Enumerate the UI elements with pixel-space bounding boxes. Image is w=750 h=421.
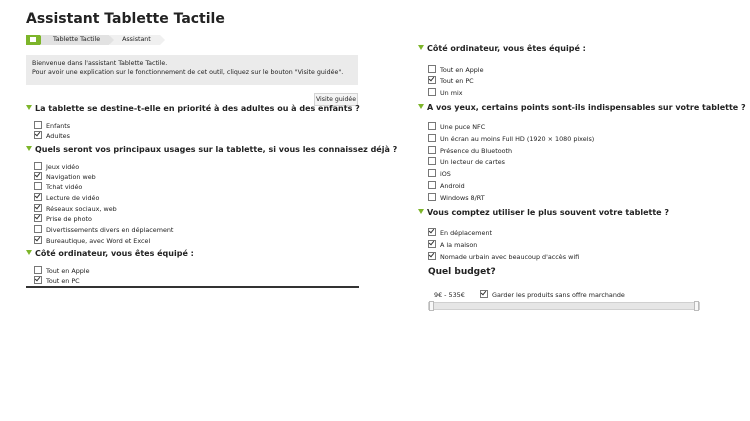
question-utilisation (418, 208, 669, 217)
triangle-icon (418, 45, 424, 50)
option-label: Tout en Apple (46, 267, 90, 275)
question-ordinateur-right (418, 44, 586, 53)
option-lecture-video[interactable] (34, 193, 99, 201)
option-navigation-web[interactable] (34, 172, 96, 180)
option-prise-de-photo[interactable] (34, 214, 92, 222)
slider-min-handle[interactable] (429, 301, 434, 311)
checkbox-checked[interactable] (480, 290, 488, 298)
checkbox[interactable] (34, 162, 42, 170)
breadcrumb (26, 35, 160, 45)
option-label: Tchat vidéo (46, 183, 83, 191)
option-tchat-video[interactable] (34, 182, 82, 190)
option-tout-pc-right[interactable] (428, 76, 474, 84)
checkbox[interactable] (34, 225, 42, 233)
option-label: Windows 8/RT (440, 194, 485, 202)
budget-range: 9€ - 535€ (434, 291, 465, 299)
triangle-icon (418, 209, 424, 214)
checkbox[interactable] (428, 169, 436, 177)
checkbox[interactable] (428, 134, 436, 142)
checkbox-checked[interactable] (34, 204, 42, 212)
option-label: Navigation web (46, 173, 96, 181)
option-jeux-video[interactable] (34, 162, 79, 170)
option-lecteur-cartes[interactable] (428, 157, 505, 165)
option-label: Bureautique, avec Word et Excel (46, 237, 151, 245)
option-tout-apple-left[interactable] (34, 266, 90, 274)
question-ordinateur-left (26, 249, 194, 258)
visite-guidee-button[interactable]: Visite guidée (314, 93, 358, 106)
option-label: Nomade urbain avec beaucoup d'accès wifi (440, 253, 580, 261)
checkbox[interactable] (428, 122, 436, 130)
option-label: Enfants (46, 122, 71, 130)
option-label: Tout en PC (440, 77, 474, 85)
checkbox-checked[interactable] (34, 193, 42, 201)
breadcrumb-item-assistant: Assistant (110, 35, 160, 45)
option-label: Garder les produits sans offre marchande (492, 291, 625, 299)
checkbox[interactable] (428, 65, 436, 73)
question-audience (26, 104, 360, 113)
checkbox-checked[interactable] (428, 240, 436, 248)
option-label: Tout en PC (46, 277, 80, 285)
option-enfants[interactable] (34, 121, 70, 129)
option-en-deplacement[interactable] (428, 228, 492, 236)
option-label: Adultes (46, 132, 70, 140)
option-label: Lecture de vidéo (46, 194, 100, 202)
option-windows[interactable] (428, 193, 485, 201)
checkbox[interactable] (34, 121, 42, 129)
option-label: Présence du Bluetooth (440, 147, 513, 155)
checkbox[interactable] (34, 266, 42, 274)
checkbox-checked[interactable] (428, 76, 436, 84)
checkbox[interactable] (428, 157, 436, 165)
option-label: iOS (440, 170, 451, 178)
option-adultes[interactable] (34, 131, 70, 139)
option-bluetooth[interactable] (428, 146, 512, 154)
checkbox[interactable] (428, 193, 436, 201)
welcome-box (26, 55, 358, 85)
checkbox-checked[interactable] (428, 228, 436, 236)
welcome-line-1: Bienvenue dans l'assistant Tablette Tactile. (32, 60, 168, 67)
budget-title: Quel budget? (428, 267, 496, 277)
option-a-la-maison[interactable] (428, 240, 477, 248)
question-usages (26, 145, 397, 154)
budget-slider[interactable] (428, 302, 700, 310)
question-label: Côté ordinateur, vous êtes équipé : (427, 44, 586, 53)
checkbox-checked[interactable] (34, 172, 42, 180)
question-label: A vos yeux, certains points sont-ils indispensables sur votre tablette ? (427, 103, 746, 112)
checkbox[interactable] (428, 88, 436, 96)
triangle-icon (26, 250, 32, 255)
page-title: Assistant Tablette Tactile (26, 11, 225, 27)
option-puce-nfc[interactable] (428, 122, 485, 130)
option-label: Un écran au moins Full HD (1920 × 1080 pixels) (440, 135, 595, 143)
option-label: Un mix (440, 89, 463, 97)
checkbox-checked[interactable] (428, 252, 436, 260)
option-ios[interactable] (428, 169, 451, 177)
option-label: Une puce NFC (440, 123, 486, 131)
question-label: Quels seront vos principaux usages sur la tablette, si vous les connaissez déjà ? (35, 145, 398, 154)
checkbox-checked[interactable] (34, 276, 42, 284)
checkbox-checked[interactable] (34, 214, 42, 222)
triangle-icon (26, 105, 32, 110)
checkbox-checked[interactable] (34, 131, 42, 139)
welcome-line-2: Pour avoir une explication sur le fonctionnement de cet outil, cliquez sur le bouton "Visite guidée". (32, 69, 344, 76)
option-ecran-full-hd[interactable] (428, 134, 594, 142)
option-un-mix[interactable] (428, 88, 463, 96)
option-label: Tout en Apple (440, 66, 484, 74)
home-icon[interactable] (26, 35, 40, 45)
divider (26, 286, 359, 288)
option-label: Un lecteur de cartes (440, 158, 505, 166)
option-label: Android (440, 182, 465, 190)
breadcrumb-item-tablette[interactable]: Tablette Tactile (41, 35, 109, 45)
option-sans-offre[interactable] (480, 290, 625, 299)
option-label: Divertissements divers en déplacement (46, 226, 174, 234)
option-android[interactable] (428, 181, 465, 189)
option-label: Jeux vidéo (46, 163, 80, 171)
option-label: En déplacement (440, 229, 493, 237)
triangle-icon (418, 104, 424, 109)
checkbox-checked[interactable] (34, 236, 42, 244)
option-label: Réseaux sociaux, web (46, 205, 117, 213)
slider-max-handle[interactable] (694, 301, 699, 311)
option-tout-pc-left[interactable] (34, 276, 80, 284)
checkbox[interactable] (34, 182, 42, 190)
question-label: Vous comptez utiliser le plus souvent votre tablette ? (427, 208, 670, 217)
option-divertissements[interactable] (34, 225, 173, 233)
option-tout-apple-right[interactable] (428, 65, 484, 73)
question-label: La tablette se destine-t-elle en priorité à des adultes ou à des enfants ? (35, 104, 360, 113)
question-label: Côté ordinateur, vous êtes équipé : (35, 249, 194, 258)
option-label: A la maison (440, 241, 478, 249)
option-label: Prise de photo (46, 215, 92, 223)
checkbox[interactable] (428, 146, 436, 154)
option-bureautique[interactable] (34, 236, 150, 244)
question-indispensables (418, 103, 746, 112)
option-reseaux-sociaux[interactable] (34, 204, 117, 212)
triangle-icon (26, 146, 32, 151)
checkbox[interactable] (428, 181, 436, 189)
option-nomade-urbain[interactable] (428, 252, 579, 260)
